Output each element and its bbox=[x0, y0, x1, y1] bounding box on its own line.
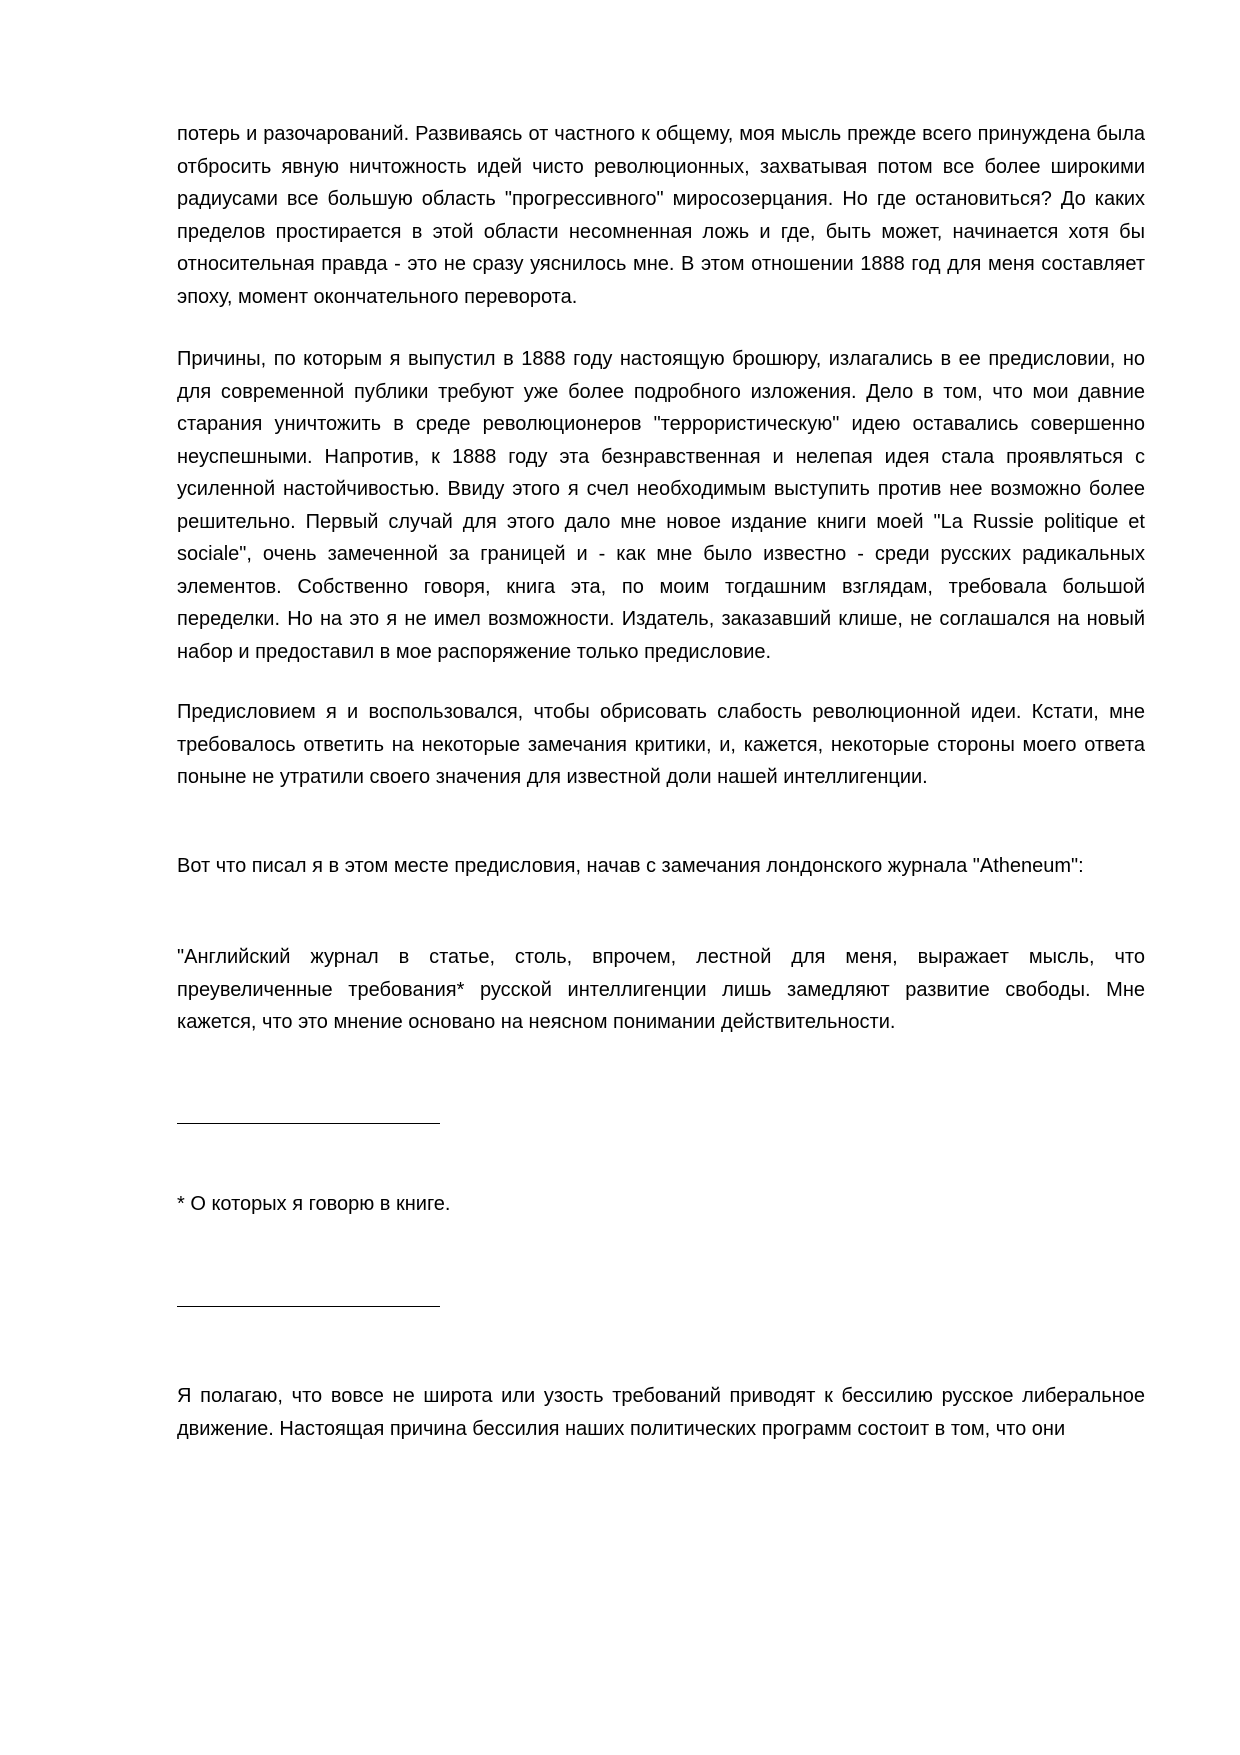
paragraph-5: "Английский журнал в статье, столь, впрочем, лестной для меня, выражает мысль, что преувеличенные требования* русской интеллигенции лишь замедляют развитие свободы. Мне кажется, что это мнение основано на неясном понимании действительности. bbox=[177, 946, 1145, 1033]
footnote-separator-top bbox=[177, 1123, 440, 1124]
footnote: * О которых я говорю в книге. bbox=[177, 1193, 451, 1215]
paragraph-1: потерь и разочарований. Развиваясь от частного к общему, моя мысль прежде всего принуждена была отбросить явную ничтожность идей чисто революционных, захватывая потом все более широкими радиусами все большую область "прогрессивного" миросозерцания. Но где остановиться? До каких пределов простирается в этой области несомненная ложь и где, быть может, начинается хотя бы относительная правда - это не сразу уяснилось мне. В этом отношении 1888 год для меня составляет эпоху, момент окончательного переворота. bbox=[177, 123, 1145, 308]
footnote-separator-bottom bbox=[177, 1306, 440, 1307]
paragraph-6: Я полагаю, что вовсе не широта или узость требований приводят к бессилию русское либеральное движение. Настоящая причина бессилия наших политических программ состоит в том, что они bbox=[177, 1385, 1145, 1440]
paragraph-3: Предисловием я и воспользовался, чтобы обрисовать слабость революционной идеи. Кстати, мне требовалось ответить на некоторые замечания критики, и, кажется, некоторые стороны моего ответа поныне не утратили своего значения для известной доли нашей интеллигенции. bbox=[177, 701, 1145, 788]
paragraph-4: Вот что писал я в этом месте предисловия, начав с замечания лондонского журнала "Atheneum": bbox=[177, 855, 1084, 877]
paragraph-2: Причины, по которым я выпустил в 1888 году настоящую брошюру, излагались в ее предисловии, но для современной публики требуют уже более подробного изложения. Дело в том, что мои давние старания уничтожить в среде революционеров "террористическую" идею оставались совершенно неуспешными. Напротив, к 1888 году эта безнравственная и нелепая идея стала проявляться с усиленной настойчивостью. Ввиду этого я счел необходимым выступить против нее возможно более решительно. Первый случай для этого дало мне новое издание книги моей "La Russie politique et sociale", очень замеченной за границей и - как мне было известно - среди русских радикальных элементов. Собственно говоря, книга эта, по моим тогдашним взглядам, требовала большой переделки. Но на это я не имел возможности. Издатель, заказавший клише, не соглашался на новый набор и предоставил в мое распоряжение только предисловие. bbox=[177, 348, 1145, 663]
